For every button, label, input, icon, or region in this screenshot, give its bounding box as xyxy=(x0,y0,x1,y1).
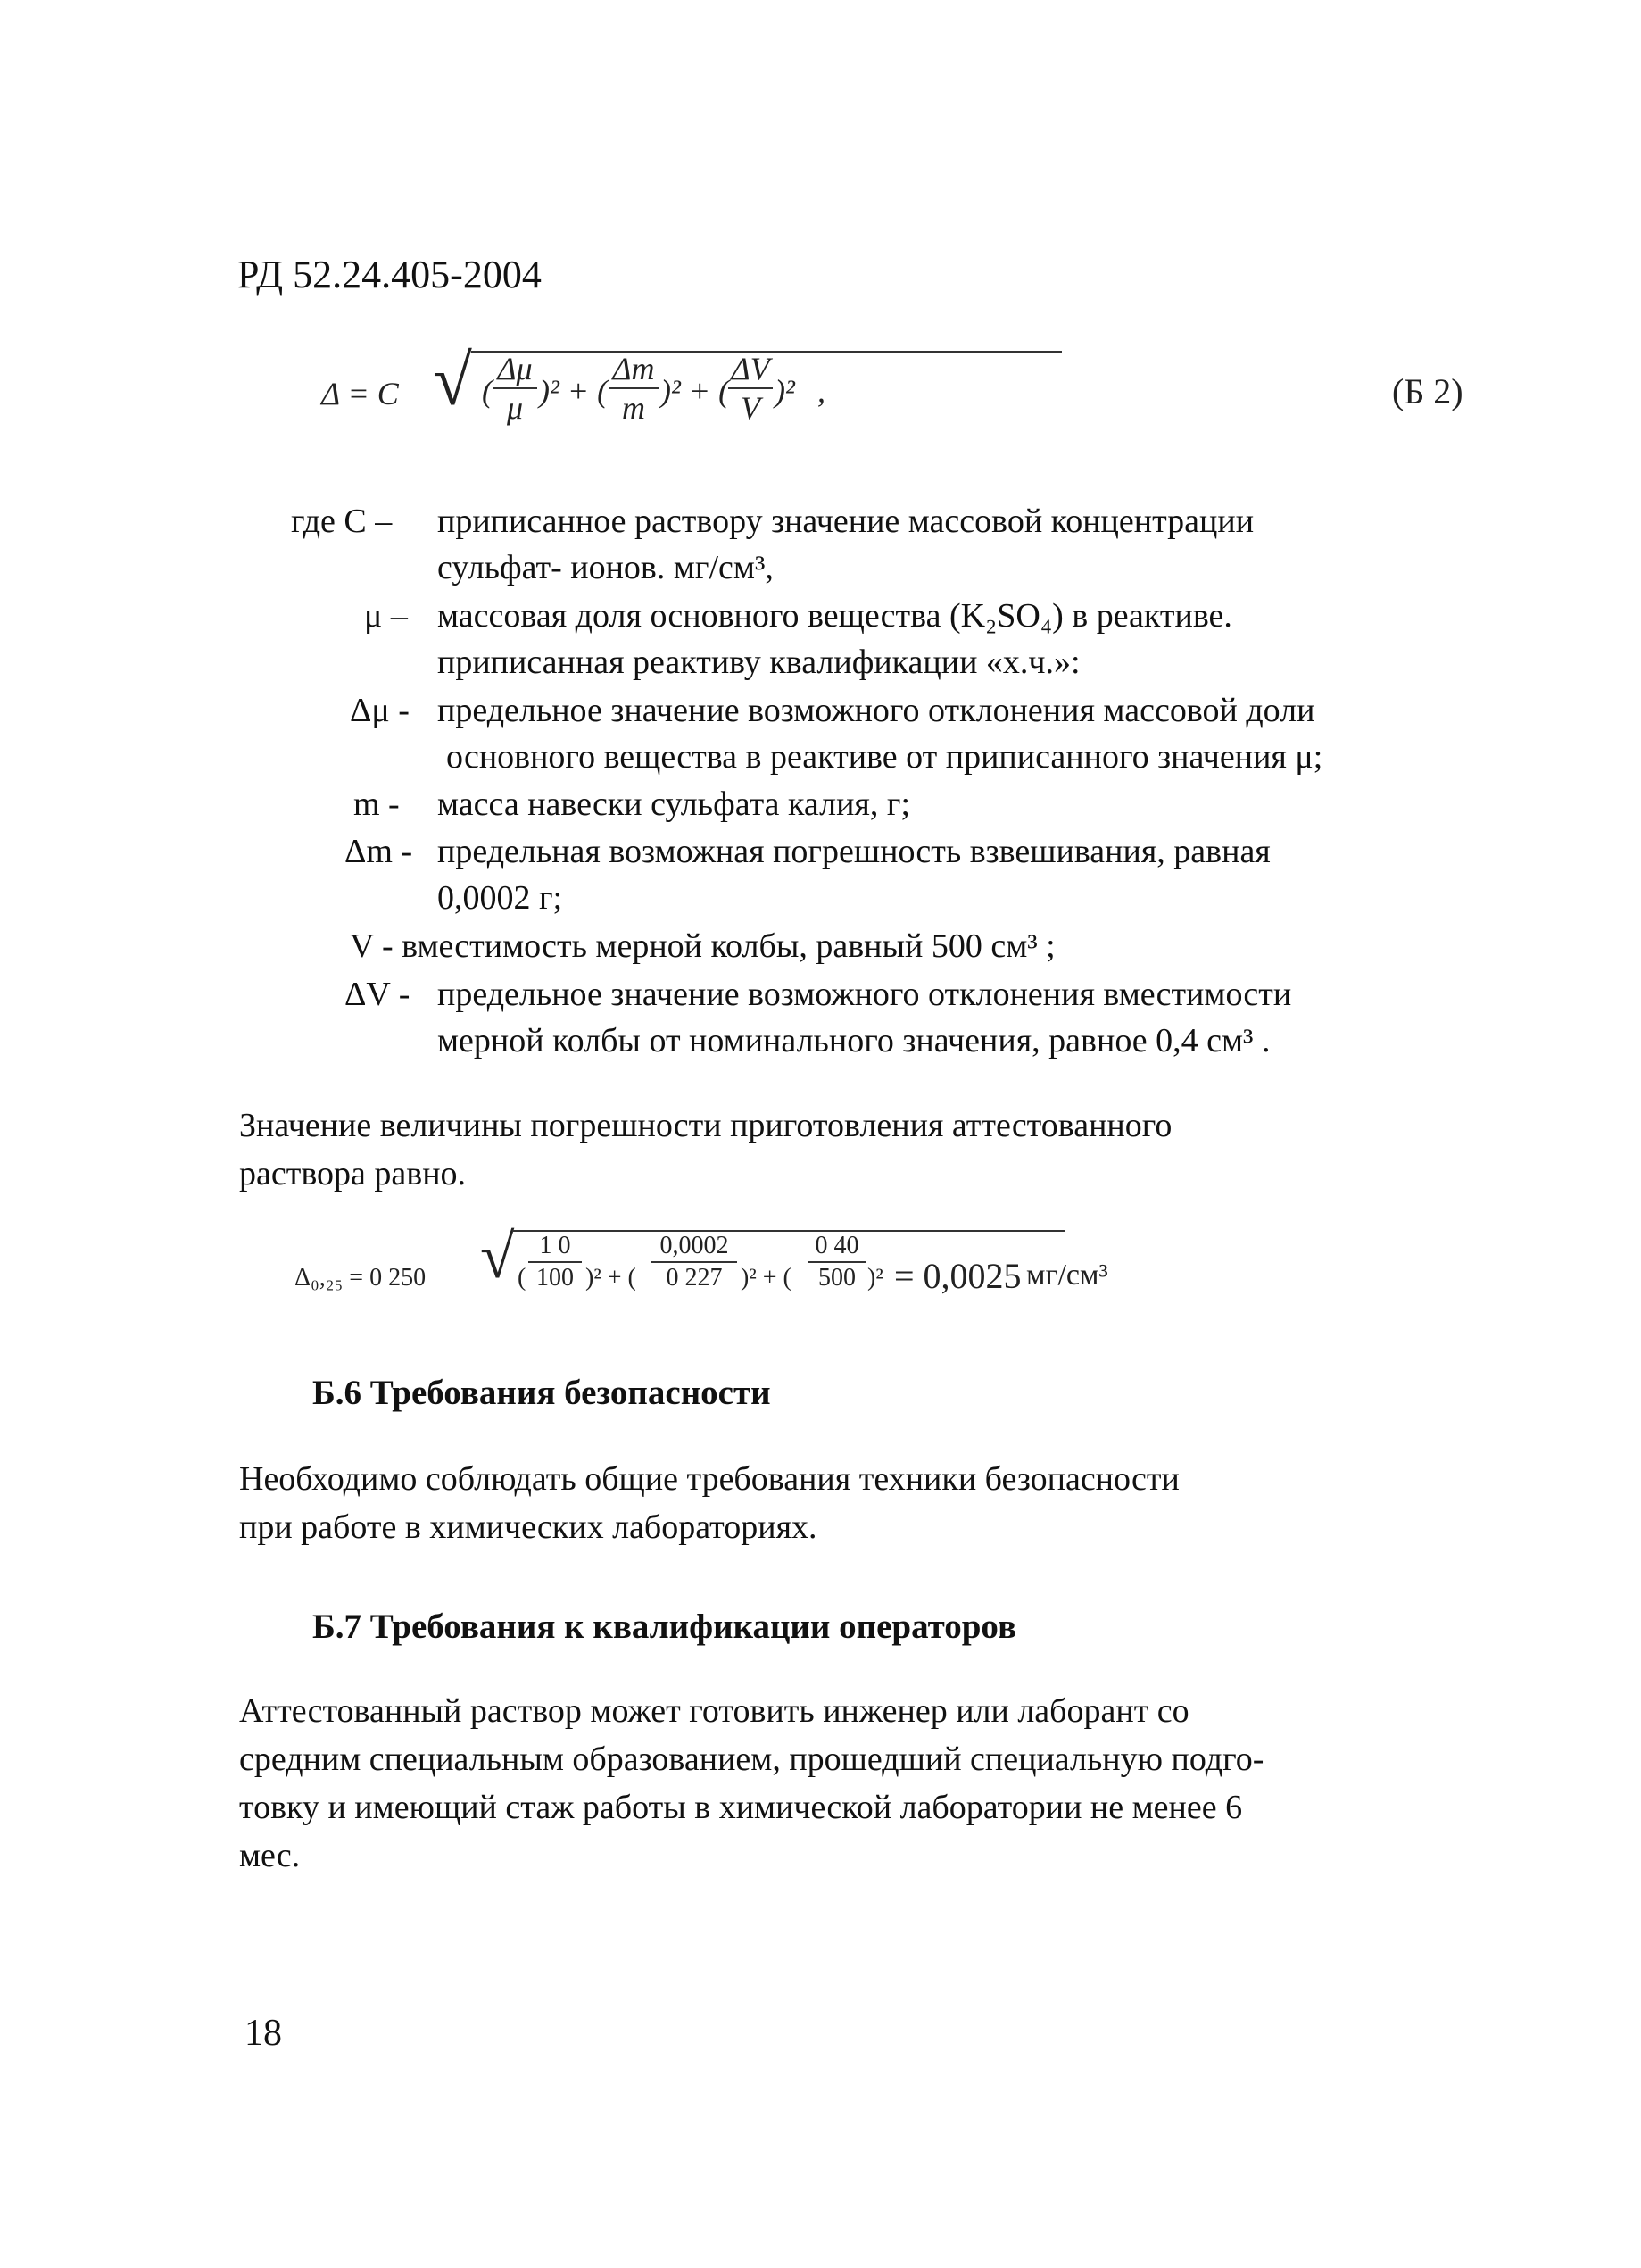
fraction-numerator: 0 40 xyxy=(815,1232,859,1259)
paren-close-3: )² xyxy=(867,1264,883,1292)
paren-close-1: )² + ( xyxy=(539,373,609,409)
def-m-line-1: масса навески сульфата калия, г; xyxy=(437,785,911,823)
formula2-result: = 0,0025 xyxy=(894,1256,1022,1296)
def-symbol-delta-m: Δm - xyxy=(344,833,413,870)
fraction-denominator: 100 xyxy=(536,1264,574,1292)
fraction-numerator: Δμ xyxy=(497,351,533,386)
fraction-numerator: 1 0 xyxy=(539,1232,571,1259)
paragraph-line: товку и имеющий стаж работы в химической лаборатории не менее 6 xyxy=(239,1789,1243,1826)
fraction-denominator: 500 xyxy=(818,1264,856,1292)
paren-close-2: )² + ( xyxy=(660,373,730,409)
def-c-line-2: сульфат- ионов. мг/см³, xyxy=(437,549,774,586)
def-symbol-delta-mu: Δμ - xyxy=(350,692,410,729)
def-symbol-mu: μ – xyxy=(364,597,408,635)
fraction-denominator: V xyxy=(741,390,760,426)
def-mu-line-1: массовая доля основного вещества (K₂SO₄) в реактиве. xyxy=(437,597,1232,635)
def-delta-v-line-1: предельное значение возможного отклонения вместимости xyxy=(437,976,1292,1013)
def-symbol-c: где C – xyxy=(291,503,393,540)
paragraph-line: средним специальным образованием, прошедший специальную подго- xyxy=(239,1740,1264,1778)
paren-open-1: ( xyxy=(482,373,493,409)
def-symbol-v: V xyxy=(350,927,375,965)
def-delta-m-line-1: предельная возможная погрешность взвешивания, равная xyxy=(437,833,1271,870)
paragraph-b7 xyxy=(239,1687,1524,1880)
paren-close-1: )² + ( xyxy=(585,1264,636,1292)
def-symbol-m: m - xyxy=(353,785,400,823)
equation-number: (Б 2) xyxy=(1392,371,1463,411)
fraction-numerator: Δm xyxy=(612,351,655,386)
paragraph-line: Значение величины погрешности приготовления аттестованного xyxy=(239,1107,1173,1144)
section-heading-b7: Б.7 Требования к квалификации операторов xyxy=(312,1608,1017,1646)
formula-b2-comma: , xyxy=(817,373,825,409)
formula-error-calculation xyxy=(294,1214,1276,1321)
section-heading-b6: Б.6 Требования безопасности xyxy=(312,1374,771,1412)
radical-bar xyxy=(512,1230,1065,1232)
def-delta-m-line-2: 0,0002 г; xyxy=(437,879,563,917)
paragraph-line: Аттестованный раствор может готовить инженер или лаборант со xyxy=(239,1692,1189,1730)
formula2-unit: мг/см³ xyxy=(1026,1259,1108,1292)
def-symbol-delta-v: ΔV - xyxy=(344,976,410,1013)
fraction-denominator: μ xyxy=(506,390,524,426)
def-mu-line-2: приписанная реактиву квалификации «х.ч.»: xyxy=(437,644,1081,681)
def-delta-mu-line-1: предельное значение возможного отклонения массовой доли xyxy=(437,692,1315,729)
paragraph-b6 xyxy=(239,1455,1506,1551)
paragraph-line: Необходимо соблюдать общие требования техники безопасности xyxy=(239,1460,1180,1498)
def-delta-v-line-2: мерной колбы от номинального значения, равное 0,4 см³ . xyxy=(437,1022,1271,1059)
paren-open-1: ( xyxy=(518,1264,526,1292)
fraction-numerator: 0,0002 xyxy=(659,1232,729,1259)
fraction-00002-0227 xyxy=(651,1234,737,1291)
def-delta-mu-line-2: основного вещества в реактиве от приписанного значения μ; xyxy=(446,738,1323,776)
paren-close-2: )² + ( xyxy=(741,1264,791,1292)
fraction-denominator: 0 227 xyxy=(666,1264,723,1292)
formula-b2-lhs: Δ = C xyxy=(321,376,399,411)
paren-close-3: )² xyxy=(775,373,795,409)
document-code: РД 52.24.405-2004 xyxy=(237,253,542,296)
paragraph-line: раствора равно. xyxy=(239,1155,467,1192)
fraction-040-500 xyxy=(808,1234,866,1291)
paragraph-line: при работе в химических лабораториях. xyxy=(239,1508,817,1546)
def-v-line-1: - вместимость мерной колбы, равный 500 см³ ; xyxy=(382,927,1056,965)
fraction-denominator: m xyxy=(622,390,645,426)
formula2-lhs: Δ₀,₂₅ = 0 250 xyxy=(294,1264,427,1292)
radical-sign: √ xyxy=(480,1223,515,1292)
def-c-line-1: приписанное раствору значение массовой концентрации xyxy=(437,503,1255,540)
radical-sign: √ xyxy=(433,342,472,420)
paragraph-error-value xyxy=(239,1101,1506,1198)
page-number: 18 xyxy=(244,2013,282,2054)
fraction-numerator: ΔV xyxy=(731,351,770,386)
fraction-1-100 xyxy=(528,1234,582,1291)
paragraph-line: мес. xyxy=(239,1837,301,1874)
variable-definitions xyxy=(0,0,1641,1089)
